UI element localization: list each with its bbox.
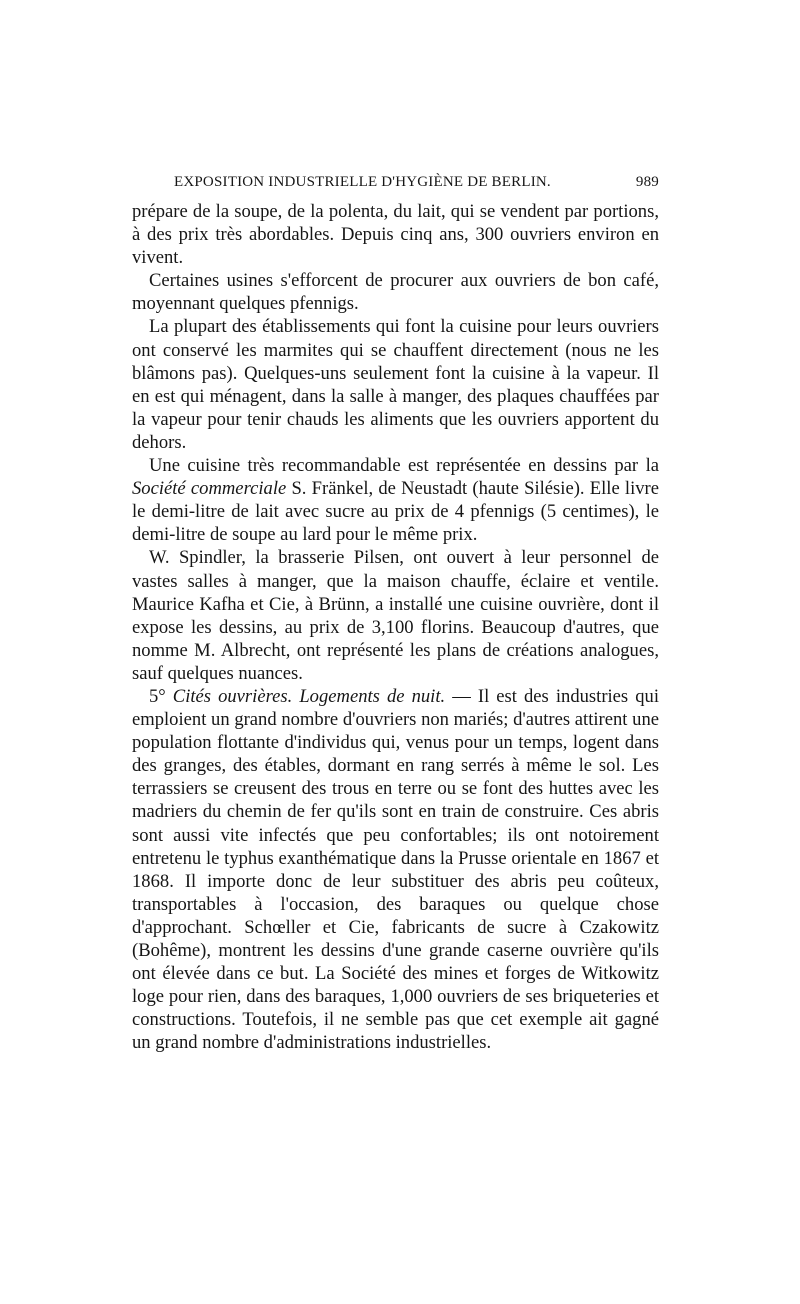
paragraph-text: Une cuisine très recommandable est représentée en dessins par la xyxy=(149,455,659,477)
section-text: — Il est des industries qui emploient un grand nombre d'ouvriers non mariés; d'autres attirent une population flottante d'individus qui, venus pour un temps, logent dans des granges, des étables, dormant en rang serrés à même le sol. Les terrassiers se creusent des trous en terre ou se font des huttes avec les madriers du chemin de fer qu'ils sont en train de construire. Ces abris sont aussi vite infectés que peu confortables; ils ont notoirement entretenu le typhus exanthématique dans la Prusse orientale en 1867 et 1868. Il importe donc de leur substituer des abris peu coûteux, transportables à l'occasion, des baraques ou quelque chose d'approchant. Schœller et Cie, fabricants de sucre à Czakowitz (Bohême), montrent les dessins d'une grande caserne ouvrière qu'ils ont élevée dans ce but. La Société des mines et forges de Witkowitz loge pour rien, dans des baraques, 1,000 ouvriers de ses briqueteries et constructions. Toutefois, il ne semble pas que cet exemple ait gagné un grand nombre d'administrations industrielles. xyxy=(132,685,659,1054)
page-number: 989 xyxy=(635,174,659,190)
running-title: EXPOSITION INDUSTRIELLE D'HYGIÈNE DE BERLIN. xyxy=(174,174,551,190)
book-page xyxy=(132,174,659,1054)
section-paragraph xyxy=(132,685,659,1055)
body-text xyxy=(132,200,659,1054)
paragraph: W. Spindler, la brasserie Pilsen, ont ouvert à leur personnel de vastes salles à manger, que la maison chauffe, éclaire et ventile. Maurice Kafha et Cie, à Brünn, a installé une cuisine ouvrière, dont il expose les dessins, au prix de 3,100 florins. Beaucoup d'autres, que nomme M. Albrecht, ont représenté les plans de créations analogues, sauf quelques nuances. xyxy=(132,547,659,684)
paragraph xyxy=(132,454,659,546)
paragraph: La plupart des établissements qui font la cuisine pour leurs ouvriers ont conservé les marmites qui se chauffent directement (nous ne les blâmons pas). Quelques-uns seulement font la cuisine à la vapeur. Il en est qui ménagent, dans la salle à manger, des plaques chauffées par la vapeur pour tenir chauds les aliments que les ouvriers apportent du dehors. xyxy=(132,316,659,453)
running-header xyxy=(174,174,659,200)
paragraph: Certaines usines s'efforcent de procurer aux ouvriers de bon café, moyennant quelques pfennigs. xyxy=(132,270,659,315)
section-number: 5° xyxy=(149,685,166,707)
paragraph-text: S. Fränkel, de Neustadt (haute Silésie). Elle livre le demi-litre de lait avec sucre au prix de 4 pfennigs (5 centimes), le demi-litre de soupe au lard pour le même prix. xyxy=(132,478,659,546)
italic-company-name: Société commerciale xyxy=(132,478,287,500)
paragraph: prépare de la soupe, de la polenta, du lait, qui se vendent par portions, à des prix très abordables. Depuis cinq ans, 300 ouvriers environ en vivent. xyxy=(132,201,659,269)
section-title: Cités ouvrières. Logements de nuit. xyxy=(172,685,446,707)
